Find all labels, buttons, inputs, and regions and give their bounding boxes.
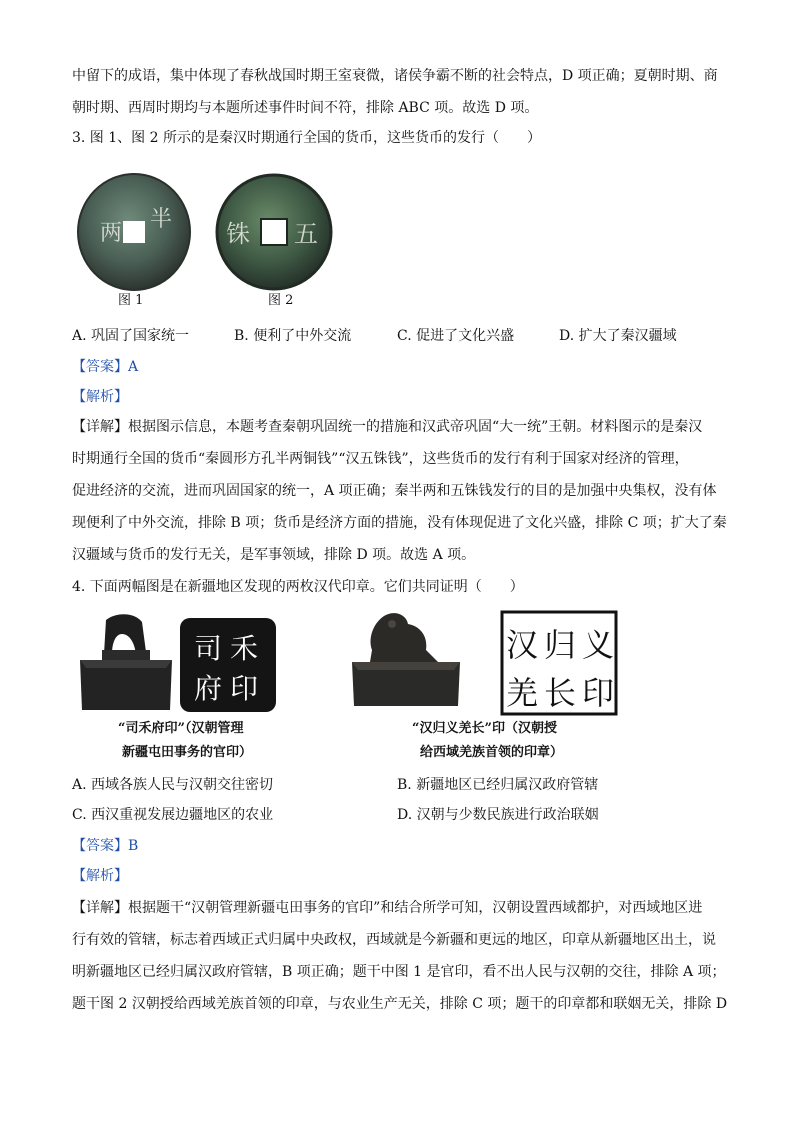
q3-analysis-title: 【解析】 xyxy=(72,389,128,405)
q4-detail-1: 【详解】根据题干“汉朝管理新疆屯田事务的官印”和结合所学可知，汉朝设置西域都护，对西域地区进 xyxy=(72,900,703,916)
q4-answer: 【答案】B xyxy=(72,838,139,854)
q3-detail-3: 促进经济的交流，进而巩固国家的统一，A 项正确；秦半两和五铢钱发行的目的是加强中央集权，没有体 xyxy=(72,483,717,499)
q4-detail-3: 明新疆地区已经归属汉政府管辖，B 项正确；题干中图 1 是官印，看不出人民与汉朝的交往，排除 A 项； xyxy=(72,964,726,980)
q4-analysis-title: 【解析】 xyxy=(72,868,128,884)
q4-detail-2: 行有效的管辖，标志着西域正式归属中央政权，西域就是今新疆和更远的地区，印章从新疆地区出土，说 xyxy=(72,932,716,948)
seal1-char-4: 印 xyxy=(230,672,259,705)
q4-detail-4: 题干图 2 汉朝授给西域羌族首领的印章，与农业生产无关，排除 C 项；题干的印章都和联姻无关，排除 D xyxy=(72,996,728,1012)
q4-seal2-figure xyxy=(350,610,620,716)
q3-option-c: C. 促进了文化兴盛 xyxy=(397,328,515,344)
intro-line-1: 中留下的成语，集中体现了春秋战国时期王室衰微，诸侯争霸不断的社会特点，D 项正确；夏朝时期、商 xyxy=(72,68,718,84)
q3-answer: 【答案】A xyxy=(72,359,139,375)
seal1-char-1: 司 xyxy=(194,632,223,665)
coin-wuzhu xyxy=(217,175,331,289)
seal1-stamp-impression xyxy=(180,618,276,712)
q3-option-d: D. 扩大了秦汉疆域 xyxy=(559,328,677,344)
intro-line-2: 朝时期、西周时期均与本题所述事件时间不符，排除 ABC 项。故选 D 项。 xyxy=(72,100,539,116)
seal2-stamp-impression xyxy=(502,612,616,714)
seal2-char-4: 羌 xyxy=(506,674,539,712)
seal2-char-6: 印 xyxy=(582,674,615,712)
seal2-char-3: 义 xyxy=(582,626,615,664)
seal2-caption-line-2: 给西域羌族首领的印章） xyxy=(420,745,564,760)
seal1-caption-line-1: “司禾府印”（汉朝管理 xyxy=(118,721,244,736)
q3-option-a: A. 巩固了国家统一 xyxy=(72,328,190,344)
seal1-caption-line-2: 新疆屯田事务的官印） xyxy=(122,745,253,760)
q3-stem: 3. 图 1、图 2 所示的是秦汉时期通行全国的货币，这些货币的发行（ ） xyxy=(72,130,541,146)
coin1-char-left: 两 xyxy=(100,221,123,246)
q4-option-c: C. 西汉重视发展边疆地区的农业 xyxy=(72,807,274,823)
q4-seal1-figure xyxy=(76,612,276,716)
coin-banliang xyxy=(78,174,190,290)
seal1-char-2: 禾 xyxy=(230,632,259,665)
fig1-label: 图 1 xyxy=(118,293,144,308)
coin2-char-left: 铢 xyxy=(226,220,250,248)
seal2-char-2: 归 xyxy=(544,626,577,664)
q3-detail-4: 现便利了中外交流，排除 B 项；货币是经济方面的措施，没有体现促进了文化兴盛，排除 C 项；扩大了秦 xyxy=(72,515,727,531)
q3-detail-1: 【详解】根据图示信息，本题考查秦朝巩固统一的措施和汉武帝巩固“大一统”王朝。材料图示的是秦汉 xyxy=(72,419,703,435)
seal1-bronze-photo xyxy=(80,614,172,710)
q4-stem: 4. 下面两幅图是在新疆地区发现的两枚汉代印章。它们共同证明（ ） xyxy=(72,579,524,595)
q4-option-b: B. 新疆地区已经归属汉政府管辖 xyxy=(397,777,599,793)
coin2-char-right: 五 xyxy=(294,220,318,248)
coin1-char-right: 半 xyxy=(150,207,173,232)
seal1-char-3: 府 xyxy=(194,672,223,705)
seal2-caption-line-1: “汉归义羌长”印（汉朝授 xyxy=(412,721,557,736)
q3-coins-figure xyxy=(76,170,336,294)
q3-detail-2: 时期通行全国的货币“秦圆形方孔半两铜钱”“汉五铢钱”，这些货币的发行有利于国家对经济的管理， xyxy=(72,451,689,467)
q4-option-a: A. 西域各族人民与汉朝交往密切 xyxy=(72,777,274,793)
q4-option-d: D. 汉朝与少数民族进行政治联姻 xyxy=(397,807,599,823)
seal2-bronze-photo xyxy=(352,613,460,706)
q3-option-b: B. 便利了中外交流 xyxy=(234,328,352,344)
seal2-char-5: 长 xyxy=(544,674,577,712)
fig2-label: 图 2 xyxy=(268,293,294,308)
q3-detail-5: 汉疆域与货币的发行无关，是军事领域，排除 D 项。故选 A 项。 xyxy=(72,547,476,563)
seal2-char-1: 汉 xyxy=(506,626,539,664)
